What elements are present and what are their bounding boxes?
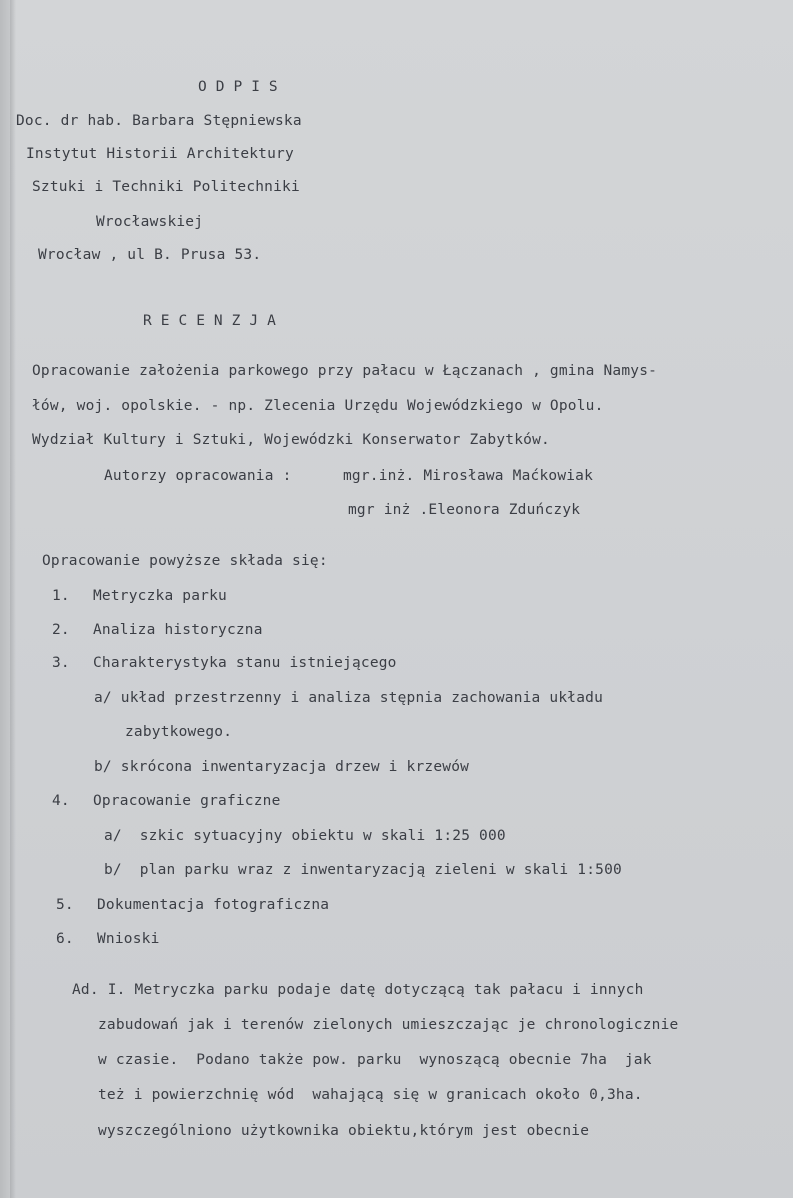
- sender-line: Instytut Historii Architektury: [26, 146, 294, 162]
- list-item-number: 4.: [52, 793, 70, 809]
- list-item-number: 3.: [52, 655, 70, 671]
- list-item-number: 5.: [56, 897, 74, 913]
- sender-line: Wrocławskiej: [96, 214, 204, 230]
- list-item-text: Wnioski: [97, 931, 160, 947]
- subject-line: Opracowanie założenia parkowego przy pałacu w Łączanach , gmina Namys-: [32, 363, 658, 379]
- author-name: mgr inż .Eleonora Zduńczyk: [348, 502, 581, 518]
- list-item-number: 6.: [56, 931, 74, 947]
- paragraph-line: wyszczególniono użytkownika obiektu,którym jest obecnie: [98, 1123, 590, 1139]
- subject-line: Wydział Kultury i Sztuki, Wojewódzki Konserwator Zabytków.: [32, 432, 550, 448]
- list-subitem-text: a/ układ przestrzenny i analiza stępnia zachowania układu: [94, 690, 603, 706]
- paragraph-line: zabudowań jak i terenów zielonych umieszczając je chronologicznie: [98, 1017, 679, 1033]
- page-binding-edge: [0, 0, 10, 1198]
- paragraph-line: Ad. I. Metryczka parku podaje datę dotyczącą tak pałacu i innych: [72, 982, 644, 998]
- subject-line: łów, woj. opolskie. - np. Zlecenia Urzędu Wojewódzkiego w Opolu.: [32, 398, 604, 414]
- list-item-number: 2.: [52, 622, 70, 638]
- paragraph-line: też i powierzchnię wód wahającą się w granicach około 0,3ha.: [98, 1087, 643, 1103]
- list-subitem-text: a/ szkic sytuacyjny obiektu w skali 1:25 000: [104, 828, 506, 844]
- list-item-text: Dokumentacja fotograficzna: [97, 897, 330, 913]
- list-item-text: Charakterystyka stanu istniejącego: [93, 655, 397, 671]
- review-heading: RECENZJA: [143, 313, 285, 329]
- document-title: ODPIS: [198, 79, 287, 95]
- list-item-text: Opracowanie graficzne: [93, 793, 281, 809]
- sender-address: Wrocław , ul B. Prusa 53.: [38, 247, 262, 263]
- contents-intro: Opracowanie powyższe składa się:: [42, 553, 328, 569]
- list-item-text: Analiza historyczna: [93, 622, 263, 638]
- authors-label: Autorzy opracowania :: [104, 468, 292, 484]
- sender-line: Doc. dr hab. Barbara Stępniewska: [16, 113, 302, 129]
- list-item-text: Metryczka parku: [93, 588, 227, 604]
- sender-line: Sztuki i Techniki Politechniki: [32, 179, 300, 195]
- author-name: mgr.inż. Mirosława Maćkowiak: [343, 468, 594, 484]
- list-subitem-text: b/ plan parku wraz z inwentaryzacją zieleni w skali 1:500: [104, 862, 622, 878]
- list-item-number: 1.: [52, 588, 70, 604]
- list-subitem-text: zabytkowego.: [125, 724, 233, 740]
- list-subitem-text: b/ skrócona inwentaryzacja drzew i krzewów: [94, 759, 470, 775]
- binding-shadow: [10, 0, 16, 1198]
- paragraph-line: w czasie. Podano także pow. parku wynoszącą obecnie 7ha jak: [98, 1052, 652, 1068]
